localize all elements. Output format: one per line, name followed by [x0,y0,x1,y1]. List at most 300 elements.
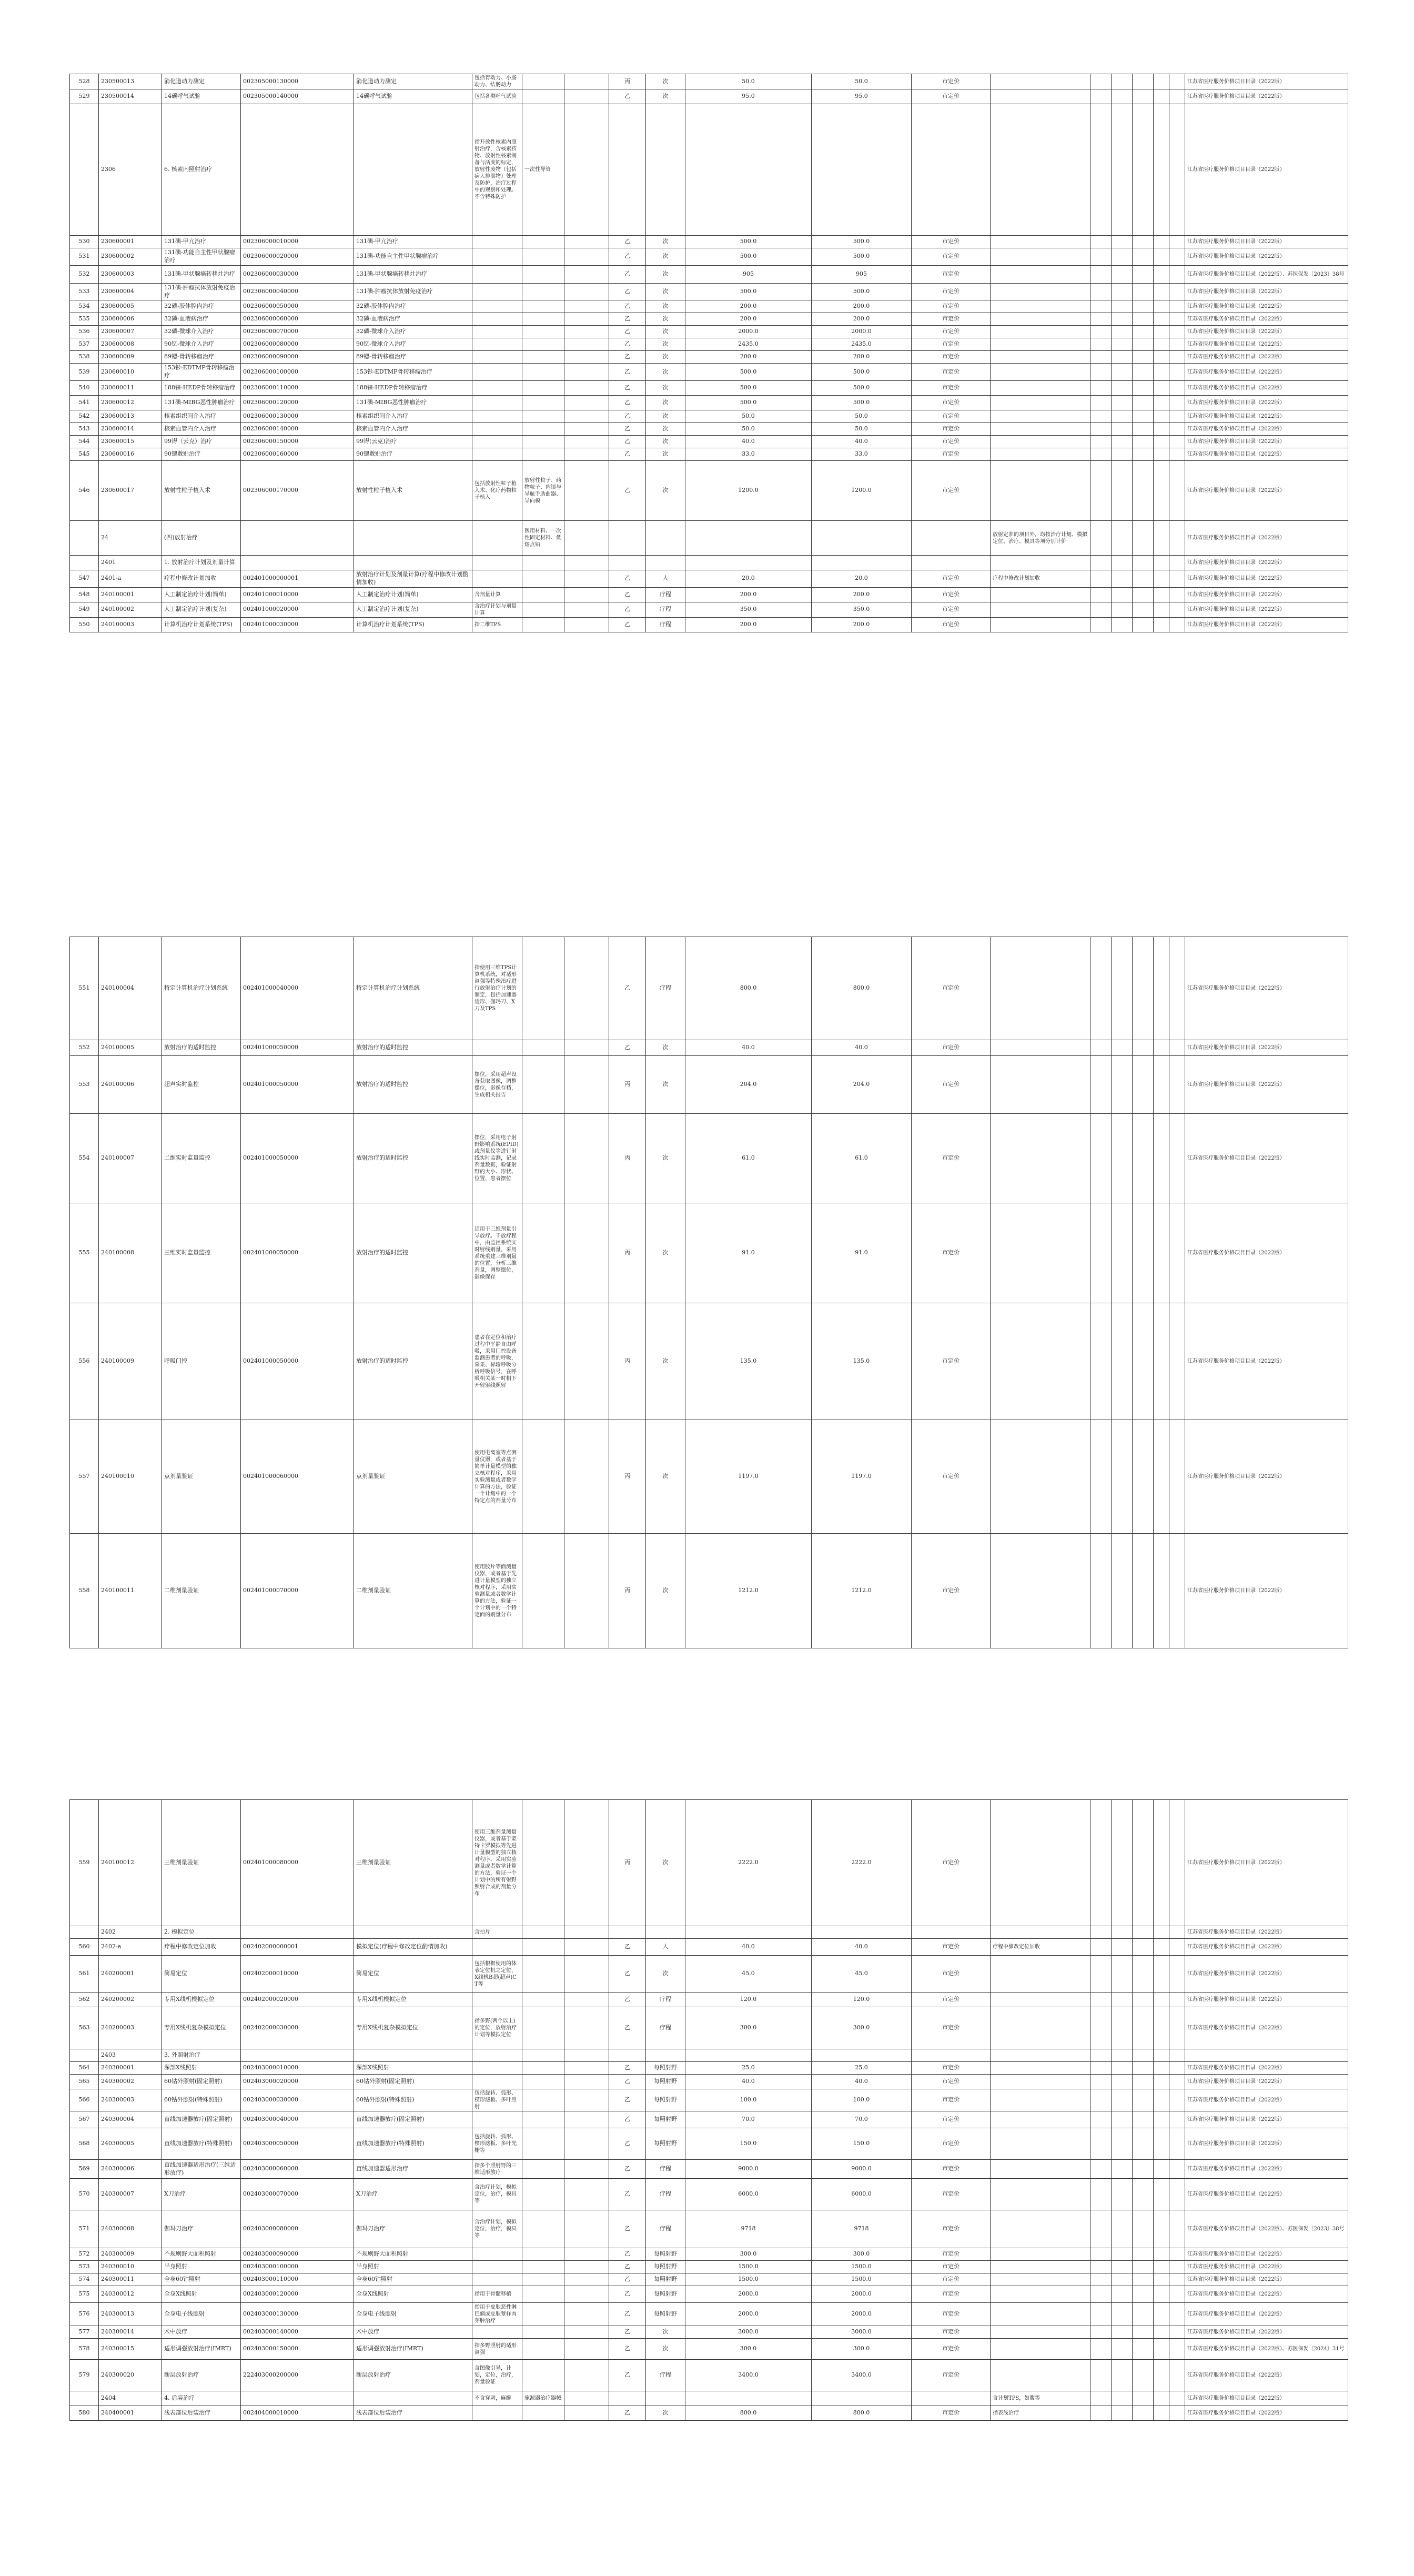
cell-gb: 002401000060000 [241,1420,354,1534]
cell-blank4 [1154,351,1169,364]
cell-content [472,265,522,283]
cell-code: 240100001 [99,587,162,602]
cell-blank2 [1112,396,1133,410]
cell-unit: 次 [646,461,685,521]
cell-gb-name: 直线加速器放疗(固定照射) [354,2111,472,2128]
cell-cls: 乙 [609,1993,646,2007]
table-row [70,2007,1348,2049]
cell-code: 230600008 [99,338,162,351]
cell-excl [522,1056,564,1114]
cell-blank4 [1154,1420,1169,1534]
cell-blank5 [1169,2303,1185,2326]
cell-blank1 [1090,2326,1112,2339]
cell-excl [522,1956,564,1993]
cell-remark [991,2261,1090,2273]
cell-p3 [685,2049,812,2062]
cell-unit [646,2049,685,2062]
cell-excl [522,1926,564,1939]
cell-unit [646,2391,685,2406]
cell-unit-note [564,2303,609,2326]
cell-cat: 江苏省医疗服务价格项目目录（2022版） [1185,283,1348,300]
cell-code: 230600016 [99,448,162,461]
cell-mgmt: 市定价 [912,1303,991,1420]
cell-cat: 江苏省医疗服务价格项目目录（2022版） [1185,351,1348,364]
cell-content: 使用三维剂量测量仪器，或者基于蒙特卡罗模拟等先进计量模型的独立核对程序，采用实验测量或者数学计算的方法，验证一个计划中的所有射野照射合成的剂量分布 [472,1800,522,1926]
cell-cat: 江苏省医疗服务价格项目目录（2022版） [1185,1303,1348,1420]
cell-blank5 [1169,265,1185,283]
cell-excl [522,1040,564,1056]
cell-blank5 [1169,1956,1185,1993]
cell-p3: 1197.0 [685,1420,812,1534]
cell-blank1 [1090,2075,1112,2089]
cell-mgmt: 市定价 [912,1993,991,2007]
cell-blank4 [1154,2326,1169,2339]
cell-unit-note [564,313,609,326]
cell-remark [991,326,1090,338]
cell-mgmt: 市定价 [912,2179,991,2210]
cell-name: 90锶敷贴治疗 [162,448,241,461]
cell-blank2 [1112,74,1133,89]
cell-cat: 江苏省医疗服务价格项目目录（2022版） [1185,617,1348,632]
cell-content: 指使用三维TPS计算机系统，对适形调强等特殊治疗进行放射治疗计划的制定，包括加速器适形、伽玛刀、X刀及TPS [472,937,522,1040]
cell-blank4 [1154,381,1169,396]
cell-content: 包括放射性粒子植入术、化疗药物粒子植入 [472,461,522,521]
cell-mgmt [912,104,991,236]
cell-p2: 40.0 [812,1939,912,1956]
cell-name: 60钴外照射(固定照射) [162,2075,241,2089]
cell-code: 230600003 [99,265,162,283]
cell-unit-note [564,521,609,556]
cell-content [472,2248,522,2261]
cell-seq: 561 [70,1956,99,1993]
cell-blank2 [1112,617,1133,632]
cell-blank1 [1090,436,1112,448]
cell-mgmt: 市定价 [912,2111,991,2128]
cell-cls: 乙 [609,265,646,283]
cell-blank2 [1112,2261,1133,2273]
cell-excl [522,587,564,602]
cell-blank2 [1112,2303,1133,2326]
cell-name: 超声实时监控 [162,1056,241,1114]
cell-gb-name [354,556,472,570]
cell-blank1 [1090,1939,1112,1956]
cell-mgmt: 市定价 [912,300,991,313]
cell-cat: 江苏省医疗服务价格项目目录（2022版） [1185,89,1348,104]
cell-p2: 1500.0 [812,2261,912,2273]
cell-blank4 [1154,617,1169,632]
cell-unit-note [564,556,609,570]
cell-unit: 疗程 [646,937,685,1040]
cell-cls: 乙 [609,2406,646,2421]
cell-remark [991,381,1090,396]
cell-name: 深部X线照射 [162,2062,241,2075]
cell-unit: 疗程 [646,1993,685,2007]
cell-cat: 江苏省医疗服务价格项目目录（2022版） [1185,313,1348,326]
cell-mgmt: 市定价 [912,617,991,632]
cell-p2: 2435.0 [812,338,912,351]
cell-excl [522,338,564,351]
cell-cat: 江苏省医疗服务价格项目目录（2022版） [1185,2391,1348,2406]
cell-seq: 533 [70,283,99,300]
cell-gb-name: 核素血管内介入治疗 [354,423,472,436]
cell-code: 230600006 [99,313,162,326]
cell-code: 2404 [99,2391,162,2406]
cell-unit-note [564,2179,609,2210]
cell-unit: 次 [646,1114,685,1203]
cell-blank5 [1169,1534,1185,1648]
cell-seq: 565 [70,2075,99,2089]
cell-remark [991,396,1090,410]
cell-unit-note [564,423,609,436]
table-row [70,1303,1348,1420]
cell-cls: 乙 [609,300,646,313]
cell-blank5 [1169,1040,1185,1056]
cell-cls: 乙 [609,364,646,381]
cell-p3: 33.0 [685,448,812,461]
cell-cat: 江苏省医疗服务价格项目目录（2022版） [1185,2007,1348,2049]
cell-content [472,381,522,396]
cell-blank1 [1090,351,1112,364]
cell-gb [241,556,354,570]
cell-name: 特定计算机治疗计划系统 [162,937,241,1040]
price-table [69,937,1348,1648]
cell-blank3 [1133,1926,1154,1939]
cell-blank3 [1133,89,1154,104]
table-row [70,104,1348,236]
cell-blank3 [1133,521,1154,556]
cell-remark [991,556,1090,570]
cell-code: 2402-a [99,1939,162,1956]
cell-blank4 [1154,338,1169,351]
cell-cls: 乙 [609,236,646,248]
cell-content: 含剂量计算 [472,587,522,602]
cell-content: 含治疗计划，模拟定位，治疗，模具等 [472,2179,522,2210]
cell-excl [522,2326,564,2339]
cell-blank4 [1154,937,1169,1040]
cell-cls: 乙 [609,461,646,521]
cell-remark [991,602,1090,617]
cell-gb: 002401000040000 [241,937,354,1040]
cell-mgmt: 市定价 [912,338,991,351]
cell-blank2 [1112,313,1133,326]
cell-blank3 [1133,602,1154,617]
cell-blank1 [1090,2007,1112,2049]
cell-blank3 [1133,265,1154,283]
cell-excl [522,283,564,300]
table-row [70,2128,1348,2160]
cell-blank3 [1133,338,1154,351]
cell-cls: 丙 [609,1534,646,1648]
cell-unit: 次 [646,1303,685,1420]
cell-remark [991,587,1090,602]
cell-cat: 江苏省医疗服务价格项目目录（2022版） [1185,1203,1348,1303]
cell-remark [991,74,1090,89]
cell-blank2 [1112,89,1133,104]
cell-seq: 579 [70,2360,99,2391]
cell-blank2 [1112,2049,1133,2062]
cell-blank1 [1090,2360,1112,2391]
cell-name: 二维实时监量监控 [162,1114,241,1203]
cell-blank5 [1169,617,1185,632]
cell-name: 直线加速器放疗(特殊照射) [162,2128,241,2160]
cell-seq [70,1926,99,1939]
cell-name: 89锶-骨转移瘤治疗 [162,351,241,364]
cell-blank3 [1133,351,1154,364]
cell-blank3 [1133,410,1154,423]
cell-name: 全身60钴照射 [162,2273,241,2286]
cell-remark [991,1040,1090,1056]
cell-content: 指多野(两个以上)的定位，放射治疗计划等模拟定位 [472,2007,522,2049]
cell-blank3 [1133,2261,1154,2273]
cell-unit-note [564,617,609,632]
cell-gb-name: 32磷-微球介入治疗 [354,326,472,338]
cell-name: 3. 外照射治疗 [162,2049,241,2062]
cell-remark: 放射定准的项目外，均按治疗计划、模拟定位、治疗、模具等项分别计价 [991,521,1090,556]
cell-remark: 指表浅治疗 [991,2406,1090,2421]
cell-blank1 [1090,2303,1112,2326]
cell-p3: 120.0 [685,1993,812,2007]
cell-mgmt: 市定价 [912,937,991,1040]
cell-unit: 每照射野 [646,2075,685,2089]
cell-seq: 572 [70,2248,99,2261]
cell-cls: 乙 [609,617,646,632]
cell-cls: 乙 [609,2303,646,2326]
cell-excl [522,300,564,313]
cell-excl [522,236,564,248]
cell-p3: 300.0 [685,2007,812,2049]
cell-excl [522,2075,564,2089]
cell-blank3 [1133,937,1154,1040]
cell-cls: 乙 [609,248,646,266]
cell-cls: 乙 [609,396,646,410]
cell-p2: 800.0 [812,937,912,1040]
cell-cls: 乙 [609,2062,646,2075]
cell-blank2 [1112,2128,1133,2160]
table-row [70,313,1348,326]
cell-blank2 [1112,2179,1133,2210]
cell-content: 含治疗计划，模拟定位，治疗，模具等 [472,2210,522,2248]
cell-blank1 [1090,461,1112,521]
cell-p2 [812,1926,912,1939]
cell-cls: 乙 [609,2326,646,2339]
cell-unit-note [564,1203,609,1303]
cell-seq: 548 [70,587,99,602]
cell-blank4 [1154,283,1169,300]
cell-cls: 乙 [609,2007,646,2049]
cell-blank4 [1154,2303,1169,2326]
cell-gb-name: 131碘-甲亢治疗 [354,236,472,248]
cell-blank4 [1154,2391,1169,2406]
cell-blank2 [1112,351,1133,364]
cell-gb: 002401000020000 [241,602,354,617]
cell-unit-note [564,248,609,266]
table-row [70,381,1348,396]
cell-gb: 002401000050000 [241,1040,354,1056]
cell-unit [646,521,685,556]
cell-cls [609,556,646,570]
cell-code: 230600013 [99,410,162,423]
cell-gb [241,2049,354,2062]
cell-blank5 [1169,1203,1185,1303]
cell-blank2 [1112,2406,1133,2421]
cell-blank2 [1112,265,1133,283]
cell-blank3 [1133,436,1154,448]
cell-blank5 [1169,2339,1185,2360]
cell-remark [991,1203,1090,1303]
cell-unit-note [564,2075,609,2089]
cell-mgmt: 市定价 [912,313,991,326]
cell-content [472,2075,522,2089]
cell-cls: 乙 [609,2179,646,2210]
cell-mgmt: 市定价 [912,364,991,381]
cell-p2: 150.0 [812,2128,912,2160]
cell-blank1 [1090,587,1112,602]
cell-unit: 次 [646,236,685,248]
cell-blank5 [1169,2406,1185,2421]
cell-excl [522,2406,564,2421]
cell-p3: 500.0 [685,396,812,410]
table-row [70,74,1348,89]
cell-gb-name: 131碘-功能自主性甲状腺瘤治疗 [354,248,472,266]
cell-unit: 次 [646,1534,685,1648]
cell-gb: 002401000050000 [241,1056,354,1114]
cell-seq: 563 [70,2007,99,2049]
cell-gb-name: 全身60钴照射 [354,2273,472,2286]
cell-name: 6. 核素内照射治疗 [162,104,241,236]
cell-blank5 [1169,602,1185,617]
cell-blank3 [1133,587,1154,602]
cell-remark [991,1420,1090,1534]
cell-remark [991,2303,1090,2326]
cell-mgmt [912,556,991,570]
cell-code: 240300011 [99,2273,162,2286]
cell-seq [70,556,99,570]
cell-p2: 300.0 [812,2248,912,2261]
cell-gb-name: 术中放疗 [354,2326,472,2339]
cell-name: 核素组织间介入治疗 [162,410,241,423]
cell-name: 32磷-微球介入治疗 [162,326,241,338]
cell-unit: 疗程 [646,2160,685,2179]
cell-p2: 800.0 [812,2406,912,2421]
cell-unit: 次 [646,1203,685,1303]
cell-gb [241,1926,354,1939]
cell-blank5 [1169,74,1185,89]
cell-gb-name: 模拟定位(疗程中修改定位酌情加收) [354,1939,472,1956]
cell-unit-note [564,2089,609,2111]
cell-blank4 [1154,436,1169,448]
cell-seq: 550 [70,617,99,632]
cell-blank4 [1154,2286,1169,2303]
cell-excl [522,937,564,1040]
cell-content [472,396,522,410]
cell-mgmt: 市定价 [912,1800,991,1926]
cell-p3: 25.0 [685,2062,812,2075]
cell-cls: 乙 [609,381,646,396]
table-row [70,2303,1348,2326]
cell-seq: 529 [70,89,99,104]
cell-code: 240400001 [99,2406,162,2421]
cell-mgmt: 市定价 [912,602,991,617]
cell-remark [991,2007,1090,2049]
cell-cat: 江苏省医疗服务价格项目目录（2022版） [1185,1956,1348,1993]
cell-cat: 江苏省医疗服务价格项目目录（2022版） [1185,2360,1348,2391]
cell-blank5 [1169,2089,1185,2111]
cell-content: 使用胶片等面测量仪器，或者基于先进计量模型的独立核对程序，采用实验测量或者数学计算的方法，验证一个计划中的一个特定面的剂量分布 [472,1534,522,1648]
cell-cat: 江苏省医疗服务价格项目目录（2022版） [1185,2303,1348,2326]
cell-blank4 [1154,2062,1169,2075]
cell-gb: 002306000100000 [241,364,354,381]
cell-unit: 每照射野 [646,2303,685,2326]
cell-code: 2401-a [99,570,162,588]
cell-excl [522,2303,564,2326]
cell-blank5 [1169,326,1185,338]
cell-p2: 120.0 [812,1993,912,2007]
cell-mgmt: 市定价 [912,2406,991,2421]
cell-content [472,2326,522,2339]
cell-blank2 [1112,1800,1133,1926]
cell-remark [991,2160,1090,2179]
cell-gb-name: 深部X线照射 [354,2062,472,2075]
cell-p2: 350.0 [812,602,912,617]
cell-unit-note [564,2360,609,2391]
cell-p2: 905 [812,265,912,283]
cell-content [472,1939,522,1956]
cell-remark [991,265,1090,283]
cell-cat: 江苏省医疗服务价格项目目录（2022版） [1185,381,1348,396]
cell-blank2 [1112,381,1133,396]
cell-blank5 [1169,436,1185,448]
cell-unit [646,1926,685,1939]
cell-gb: 002306000030000 [241,265,354,283]
cell-p3: 200.0 [685,617,812,632]
cell-mgmt: 市定价 [912,2261,991,2273]
cell-gb-name: 89锶-骨转移瘤治疗 [354,351,472,364]
cell-code: 2306 [99,104,162,236]
cell-code: 240300008 [99,2210,162,2248]
cell-unit [646,104,685,236]
cell-blank3 [1133,2326,1154,2339]
cell-cls: 乙 [609,436,646,448]
cell-cat: 江苏省医疗服务价格项目目录（2022版） [1185,1534,1348,1648]
cell-p2: 200.0 [812,300,912,313]
cell-cls: 乙 [609,1939,646,1956]
cell-remark [991,351,1090,364]
cell-gb: 002403000050000 [241,2128,354,2160]
cell-remark [991,1114,1090,1203]
cell-cat: 江苏省医疗服务价格项目目录（2022版） [1185,2261,1348,2273]
cell-blank1 [1090,2128,1112,2160]
cell-gb-name: 消化道动力测定 [354,74,472,89]
cell-seq: 545 [70,448,99,461]
cell-remark [991,423,1090,436]
cell-code: 240300010 [99,2261,162,2273]
table-row [70,2286,1348,2303]
cell-unit: 疗程 [646,2007,685,2049]
cell-blank3 [1133,326,1154,338]
cell-blank5 [1169,396,1185,410]
cell-remark [991,313,1090,326]
cell-blank4 [1154,410,1169,423]
cell-code: 230500013 [99,74,162,89]
cell-unit: 次 [646,1420,685,1534]
cell-gb-name: 放射治疗的适时监控 [354,1303,472,1420]
cell-blank5 [1169,937,1185,1040]
cell-blank2 [1112,1926,1133,1939]
cell-unit-note [564,448,609,461]
cell-gb: 002404000010000 [241,2406,354,2421]
cell-gb: 002403000130000 [241,2303,354,2326]
cell-blank3 [1133,423,1154,436]
